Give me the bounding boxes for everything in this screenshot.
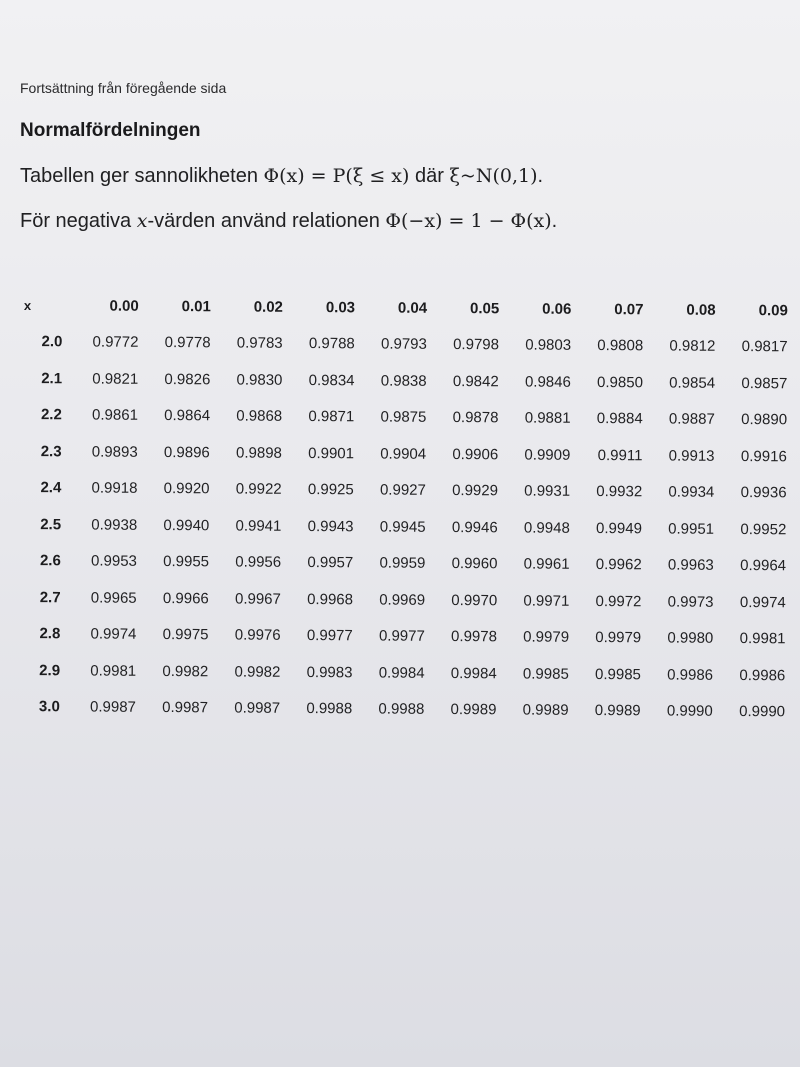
column-header: 0.06 — [542, 300, 572, 318]
probability-cell: 0.9976 — [234, 626, 281, 645]
negative-text-a: För negativa — [20, 210, 137, 232]
probability-cell: 0.9955 — [163, 553, 210, 571]
probability-cell: 0.9979 — [523, 628, 570, 647]
probability-cell: 0.9909 — [524, 446, 571, 464]
description-line — [20, 165, 543, 188]
column-header: 0.09 — [758, 301, 788, 320]
table-row — [17, 652, 787, 694]
probability-cell: 0.9812 — [669, 337, 716, 356]
probability-cell: 0.9943 — [307, 517, 354, 536]
probability-cell: 0.9969 — [379, 591, 426, 609]
probability-cell: 0.9962 — [595, 556, 642, 574]
probability-cell: 0.9956 — [235, 553, 282, 572]
negative-period: . — [551, 210, 558, 232]
column-header: 0.01 — [181, 297, 211, 316]
table-row — [19, 433, 789, 475]
probability-cell: 0.9826 — [164, 370, 211, 389]
probability-cell: 0.9941 — [235, 517, 282, 535]
probability-cell: 0.9980 — [667, 629, 714, 648]
x-column-header: x — [23, 297, 32, 313]
distribution-formula: ξ~N(0,1) — [449, 165, 538, 187]
probability-cell: 0.9901 — [308, 444, 355, 463]
probability-cell: 0.9934 — [668, 483, 715, 502]
row-x-value: 2.3 — [40, 442, 62, 461]
probability-cell: 0.9985 — [594, 665, 641, 684]
probability-cell: 0.9834 — [308, 371, 355, 390]
probability-cell: 0.9783 — [236, 334, 283, 353]
probability-cell: 0.9974 — [739, 593, 786, 612]
probability-cell: 0.9913 — [668, 447, 715, 465]
row-x-value: 2.2 — [40, 406, 62, 424]
probability-cell: 0.9970 — [451, 591, 498, 610]
probability-cell: 0.9911 — [597, 446, 643, 465]
probability-cell: 0.9987 — [89, 698, 136, 717]
probability-cell: 0.9973 — [667, 593, 714, 611]
probability-cell: 0.9968 — [307, 590, 354, 609]
column-header: 0.00 — [109, 297, 139, 315]
probability-cell: 0.9975 — [162, 626, 209, 644]
probability-cell: 0.9772 — [92, 333, 139, 352]
table-row — [18, 469, 788, 511]
row-x-value: 2.1 — [41, 369, 63, 388]
column-header: 0.08 — [686, 301, 716, 319]
probability-cell: 0.9898 — [235, 444, 282, 462]
table-header-row — [20, 287, 790, 329]
probability-cell: 0.9983 — [306, 663, 353, 682]
row-x-value: 2.4 — [40, 479, 62, 497]
probability-cell: 0.9854 — [669, 374, 716, 392]
table-row — [18, 506, 788, 548]
description-text: Tabellen ger sannolikheten — [20, 165, 264, 187]
probability-cell: 0.9966 — [162, 589, 209, 608]
probability-cell: 0.9842 — [452, 372, 499, 391]
row-x-value: 2.9 — [39, 661, 61, 680]
table-row — [18, 579, 788, 621]
table-body — [17, 323, 790, 730]
probability-cell: 0.9986 — [739, 666, 786, 685]
table-row — [17, 688, 787, 730]
probability-cell: 0.9961 — [523, 555, 570, 574]
probability-cell: 0.9988 — [378, 700, 425, 719]
probability-cell: 0.9959 — [379, 554, 426, 573]
probability-cell: 0.9838 — [380, 372, 427, 390]
probability-cell: 0.9868 — [236, 407, 283, 426]
probability-cell: 0.9946 — [451, 518, 498, 537]
continuation-note: Fortsättning från föregående sida — [20, 80, 227, 96]
probability-cell: 0.9953 — [90, 552, 138, 571]
normal-distribution-table — [17, 287, 790, 730]
probability-cell: 0.9963 — [667, 556, 714, 575]
row-x-value: 3.0 — [38, 698, 60, 716]
probability-cell: 0.9957 — [307, 554, 354, 572]
probability-cell: 0.9977 — [378, 627, 425, 646]
section-heading: Normalfördelningen — [20, 120, 201, 141]
probability-cell: 0.9881 — [524, 409, 571, 428]
probability-cell: 0.9890 — [741, 411, 788, 429]
probability-cell: 0.9798 — [453, 336, 500, 354]
probability-cell: 0.9964 — [740, 557, 787, 575]
probability-cell: 0.9884 — [596, 410, 643, 428]
negative-text-b: -värden använd relationen — [147, 210, 386, 232]
column-header: 0.02 — [253, 298, 284, 316]
probability-cell: 0.9850 — [597, 373, 644, 392]
probability-cell: 0.9979 — [595, 629, 642, 647]
probability-cell: 0.9981 — [90, 662, 137, 680]
probability-cell: 0.9932 — [596, 483, 643, 501]
probability-cell: 0.9990 — [666, 702, 713, 721]
probability-cell: 0.9990 — [739, 703, 786, 721]
table-row — [19, 396, 789, 438]
variable-x-text: x — [136, 210, 148, 232]
row-x-value: 2.6 — [39, 552, 61, 570]
probability-cell: 0.9904 — [380, 445, 427, 463]
column-header: 0.05 — [470, 299, 500, 318]
table-row — [18, 542, 788, 584]
probability-cell: 0.9949 — [596, 519, 643, 538]
probability-cell: 0.9960 — [451, 555, 498, 573]
probability-cell: 0.9918 — [91, 479, 138, 498]
probability-cell: 0.9951 — [668, 520, 715, 538]
description-period: . — [537, 165, 544, 187]
probability-cell: 0.9989 — [522, 701, 569, 720]
probability-cell: 0.9945 — [379, 518, 426, 536]
probability-cell: 0.9984 — [450, 664, 497, 683]
description-connector: där — [409, 165, 450, 187]
probability-cell: 0.9922 — [235, 480, 282, 499]
probability-cell: 0.9878 — [452, 409, 499, 427]
probability-cell: 0.9987 — [234, 699, 281, 718]
probability-cell: 0.9931 — [524, 482, 571, 501]
probability-cell: 0.9982 — [162, 662, 209, 681]
probability-cell: 0.9830 — [236, 371, 283, 389]
probability-cell: 0.9984 — [378, 664, 425, 682]
probability-cell: 0.9981 — [739, 630, 786, 648]
probability-cell: 0.9972 — [595, 592, 642, 611]
table-row — [19, 360, 789, 402]
probability-cell: 0.9974 — [90, 625, 137, 644]
row-x-value: 2.7 — [39, 588, 61, 607]
probability-cell: 0.9821 — [92, 370, 139, 388]
probability-cell: 0.9817 — [741, 338, 788, 356]
probability-cell: 0.9925 — [307, 481, 354, 499]
probability-cell: 0.9788 — [308, 335, 355, 353]
probability-cell: 0.9988 — [306, 700, 353, 718]
probability-cell: 0.9916 — [740, 447, 787, 466]
probability-cell: 0.9989 — [594, 702, 641, 720]
probability-cell: 0.9952 — [740, 520, 787, 539]
probability-cell: 0.9986 — [667, 666, 714, 684]
probability-cell: 0.9989 — [450, 701, 497, 719]
column-header: 0.04 — [397, 299, 428, 317]
probability-cell: 0.9793 — [380, 335, 427, 354]
table-row — [17, 615, 787, 657]
probability-cell: 0.9985 — [522, 665, 569, 683]
probability-cell: 0.9861 — [92, 406, 139, 425]
probability-cell: 0.9971 — [523, 592, 570, 610]
probability-cell: 0.9875 — [380, 408, 427, 427]
probability-cell: 0.9887 — [668, 410, 715, 429]
probability-cell: 0.9808 — [597, 337, 644, 355]
cdf-formula: Φ(x) = P(ξ ≤ x) — [263, 165, 410, 187]
symmetry-formula: Φ(−x) = 1 − Φ(x) — [385, 210, 552, 232]
probability-cell: 0.9893 — [91, 443, 138, 461]
probability-cell: 0.9871 — [308, 408, 355, 426]
probability-cell: 0.9857 — [741, 374, 788, 393]
variable-x — [137, 210, 148, 232]
column-header: 0.07 — [614, 300, 644, 319]
row-x-value: 2.5 — [40, 515, 62, 534]
probability-cell: 0.9896 — [163, 443, 210, 462]
row-x-value: 2.8 — [39, 625, 61, 643]
probability-cell: 0.9982 — [234, 663, 281, 681]
probability-cell: 0.9803 — [525, 336, 572, 355]
probability-cell: 0.9778 — [164, 334, 211, 352]
probability-cell: 0.9967 — [234, 590, 281, 608]
probability-cell: 0.9864 — [164, 407, 211, 425]
row-x-value: 2.0 — [41, 333, 63, 351]
probability-cell: 0.9977 — [306, 627, 353, 645]
probability-cell: 0.9938 — [91, 516, 138, 534]
probability-cell: 0.9948 — [523, 519, 570, 537]
probability-cell: 0.9920 — [163, 480, 210, 498]
probability-cell: 0.9940 — [163, 516, 210, 535]
probability-cell: 0.9906 — [452, 445, 499, 464]
probability-cell: 0.9936 — [740, 484, 787, 502]
probability-cell: 0.9929 — [452, 482, 499, 500]
column-header: 0.03 — [325, 298, 356, 317]
negative-values-line — [20, 210, 557, 233]
probability-cell: 0.9987 — [162, 699, 209, 717]
probability-cell: 0.9978 — [451, 628, 498, 646]
table-row — [19, 323, 789, 365]
probability-cell: 0.9927 — [379, 481, 426, 500]
probability-cell: 0.9846 — [524, 373, 571, 391]
probability-cell: 0.9965 — [90, 589, 137, 607]
